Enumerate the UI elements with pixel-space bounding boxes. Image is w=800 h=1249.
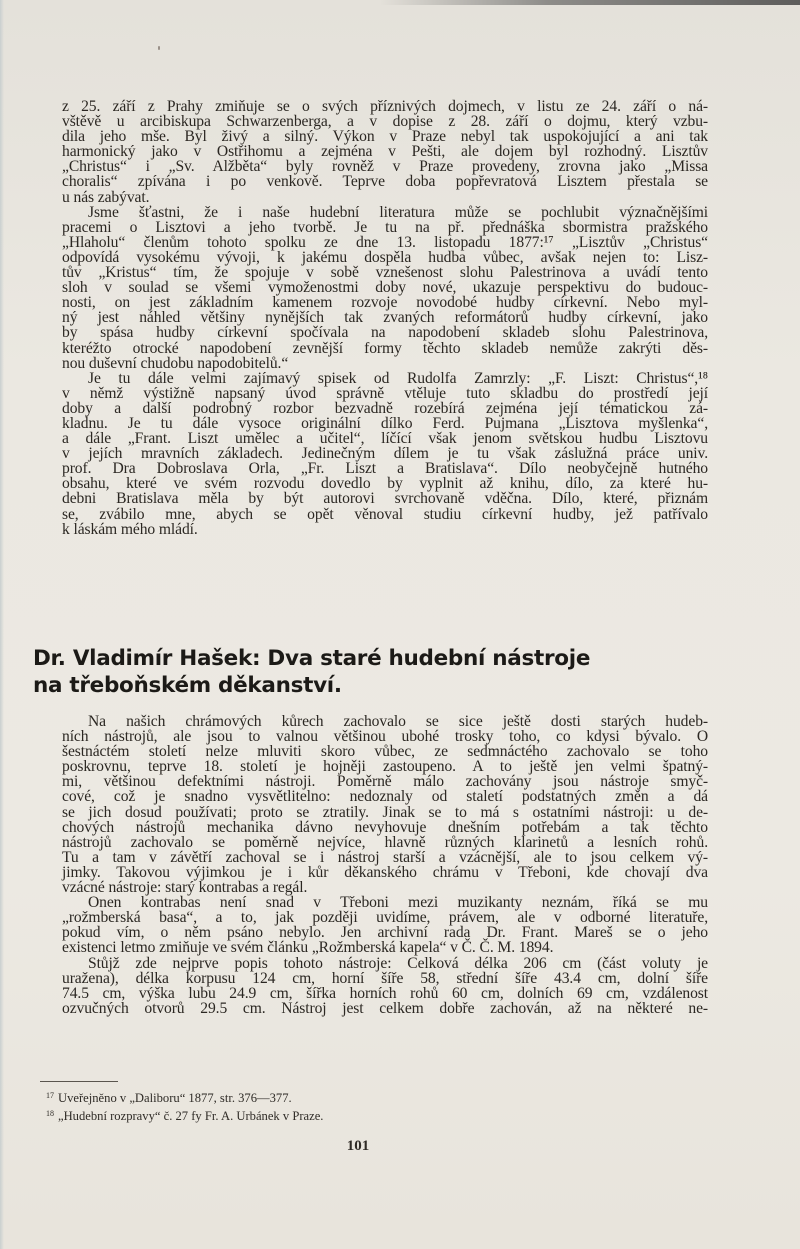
text-line: v jejích mravních základech. Jedinečným dílem je tu však záslužná práce univ. — [62, 445, 708, 463]
text-line: vštěvě u arcibiskupa Schwarzenberga, a v dopise z 28. září o dojmu, který vzbu- — [62, 113, 708, 131]
text-line: ních nástrojů, ale jsou to valnou většinou ubohé trosky toho, co kdysi bývalo. O — [62, 728, 708, 746]
text-line: se jich dosud používati; proto se ztratily. Jinak se to má s ostatními nástroji: u de- — [62, 803, 708, 821]
text-line: harmonický jako v Ostřihomu a zejména v Pešti, ale dojem byl rozhodný. Lisztův — [62, 143, 708, 161]
text-line: Na našich chrámových kůrech zachovalo se sice ještě dosti starých hudeb- — [88, 713, 708, 730]
footnote-number: 17 — [46, 1091, 54, 1100]
text-line: z 25. září z Prahy zmiňuje se o svých příznivých dojmech, v listu ze 24. září o ná- — [62, 98, 708, 115]
text-line: se, zvábilo mne, abych se opět věnoval studiu církevní hudby, jež patřívalo — [62, 505, 708, 523]
footnote-18 — [46, 1106, 323, 1124]
text-line: kteréžto otrocké napodobení zevnější formy těchto skladeb nemůže zakrýti děs- — [62, 339, 708, 357]
text-line: existenci letmo zmiňuje ve svém článku „Rožmberská kapela“ v Č. Č. M. 1894. — [62, 939, 554, 957]
footnote-text: Uveřejněno v „Daliboru“ 1877, str. 376—377. — [58, 1091, 292, 1105]
text-line: v němž výstižně napsaný úvod správně vtěluje tuto skladbu do prostředí její — [62, 384, 708, 402]
text-line: a dále „Frant. Liszt umělec a učitel“, líčící však jenom světskou hudbu Lisztovu — [62, 430, 708, 448]
page-number: 101 — [346, 1138, 370, 1154]
text-line: Jsme šťastni, že i naše hudební literatura může se pochlubit význačnějšími — [88, 203, 708, 221]
text-line: by spása hudby církevní spočívala na napodobení skladeb slohu Palestrinova, — [62, 324, 708, 342]
footnotes — [46, 1088, 323, 1125]
text-line: dila jeho mše. Byl živý a silný. Výkon v Praze nebyl tak uspokojující a ani tak — [62, 128, 708, 146]
text-line: ozvučných otvorů 29.5 cm. Nástroj jest celkem dobře zachován, až na některé ne- — [62, 999, 708, 1017]
text-line: chových nástrojů mechanika dávno nevyhovuje dnešním potřebám a tak těchto — [62, 818, 708, 836]
text-line: nástrojů zachovalo se poměrně nejvíce, hlavně různých klarinetů a lesních rohů. — [62, 833, 708, 851]
text-line: debni Bratislava měla by být autorovi svrchovaně vděčna. Dílo, které, přiznám — [62, 490, 708, 508]
text-line: obsahu, které ve svém rozvodu dovedlo by vyplnit až knihu, dílo, za které hu- — [62, 475, 708, 493]
text-line: 74.5 cm, výška lubu 24.9 cm, šířka horních rohů 60 cm, dolních 69 cm, vzdálenost — [62, 984, 708, 1002]
heading-line: Dr. Vladimír Hašek: Dva staré hudební nástroje — [33, 646, 591, 671]
paragraph-1 — [62, 99, 708, 205]
article-body — [62, 714, 708, 1016]
footnote-number: 18 — [46, 1109, 54, 1119]
paragraph-3 — [62, 371, 708, 537]
text-line: poskrovnu, teprve 18. století je hojněji zastoupeno. A to ještě jen velmi špatný- — [62, 758, 708, 776]
text-line: Onen kontrabas není snad v Třeboni mezi muzikanty neznám, říká se mu — [88, 894, 708, 912]
heading-line: na třeboňském děkanství. — [33, 673, 342, 698]
scan-left-edge — [0, 0, 4, 1249]
text-line: kladnu. Je tu dále vysoce originální dílko Ferd. Pujmana „Lisztova myšlenka“, — [62, 414, 708, 432]
text-line: odpovídá vysokému vývoji, k jakému dospěla hudba vůbec, avšak nejen to: Lisz- — [62, 248, 708, 266]
text-line: pracemi o Lisztovi a jeho tvorbě. Je tu na př. přednáška sbormistra pražského — [62, 218, 708, 236]
text-line: pokud vím, o něm psáno nebylo. Jen archivní rada Dr. Frant. Mareš se o jeho — [62, 924, 708, 942]
text-line: doby a další podrobný rozbor bezvadně rozebírá zejména její tématickou zá- — [62, 399, 708, 417]
text-line: nosti, on jest základním kamenem rozvoje novodobé hudby církevní. Nebo myl- — [62, 294, 708, 312]
text-line: tův „Kristus“ tím, že spojuje v sobě vznešenost slohu Palestrinova a uvádí tento — [62, 264, 708, 282]
text-line: choralis“ zpívána i po venkově. Teprve doba popřevratová Lisztem přestala se — [62, 173, 708, 191]
text-line: jimky. Takovou výjimkou je i kůr děkanského chrámu v Třeboni, kde chovají dva — [62, 863, 708, 881]
text-line: šestnáctém století nelze mluviti skoro vůbec, ze sedmnáctého zachovalo se toho — [62, 743, 708, 761]
article-paragraph-3 — [62, 956, 708, 1016]
article-paragraph-1 — [62, 714, 708, 895]
text-line: „rožmberská basa“, a to, jak později uvidíme, právem, ale v odborné literatuře, — [62, 909, 708, 927]
footnote-text: „Hudební rozpravy“ č. 27 fy Fr. A. Urbánek v Praze. — [58, 1109, 324, 1124]
text-line: sloh v soulad se všemi vymoženostmi doby nové, ukazuje perspektivu do budouc- — [62, 279, 708, 297]
text-line: ný jest náhled většiny nynějších tak zvaných reformátorů hudby církevní, jako — [62, 309, 708, 327]
footnote-17 — [46, 1088, 323, 1106]
article-heading — [33, 645, 590, 699]
scan-edge-shadow — [380, 0, 800, 5]
paper-speck — [158, 46, 160, 50]
footnote-divider — [40, 1081, 118, 1082]
continuation-text — [62, 99, 708, 537]
text-line: prof. Dra Dobroslava Orla, „Fr. Liszt a Bratislava“. Dílo neobyčejně hutného — [62, 460, 708, 478]
text-line: Tu a tam v závětří zachoval se i nástroj starší a vzácnější, ale to jsou celkem vý- — [62, 848, 708, 866]
text-line: Je tu dále velmi zajímavý spisek od Rudolfa Zamrzly: „F. Liszt: Christus“,¹⁸ — [88, 369, 708, 387]
text-line: cové, což je snadno vysvětlitelno: nedoznaly od staletí podstatných změn a dá — [62, 788, 708, 806]
text-line: u nás zabývat. — [62, 188, 150, 206]
text-line: „Hlaholu“ členům tohoto spolku ze dne 13. listopadu 1877:¹⁷ „Lisztův „Christus“ — [62, 233, 708, 251]
text-line: „Christus“ i „Sv. Alžběta“ byly rovněž v Praze provedeny, zrovna jako „Missa — [62, 158, 708, 176]
article-paragraph-2 — [62, 895, 708, 955]
text-line: vzácné nástroje: starý kontrabas a regál. — [62, 879, 308, 897]
text-line: nou duševní chudobu napodobitelů.“ — [62, 354, 289, 372]
text-line: Stůjž zde nejprve popis tohoto nástroje: Celková délka 206 cm (část voluty je — [88, 954, 708, 972]
text-line: k láskám mého mládí. — [62, 520, 198, 538]
paragraph-2 — [62, 205, 708, 371]
text-line: mi, většinou defektními nástroji. Poměrně málo zachovány jsou nástroje smyč- — [62, 773, 708, 791]
text-line: uražena), délka korpusu 124 cm, horní šíře 58, střední šíře 43.4 cm, dolní šíře — [62, 969, 708, 987]
